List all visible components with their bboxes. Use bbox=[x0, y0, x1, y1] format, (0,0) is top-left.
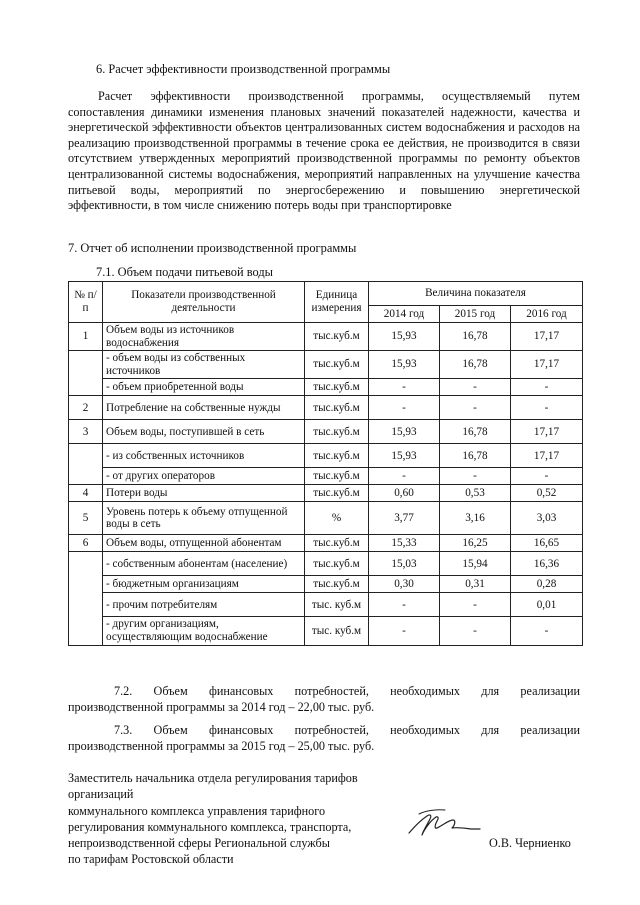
row-indicator: - другим организациям, осуществляющим водоснабжение bbox=[103, 617, 305, 645]
signatory-name: О.В. Черниенко bbox=[489, 836, 571, 850]
row-unit: тыс.куб.м bbox=[305, 420, 369, 444]
row-value-2015: 3,16 bbox=[440, 502, 511, 535]
row-value-2016: - bbox=[511, 379, 583, 396]
row-unit: тыс.куб.м bbox=[305, 552, 369, 576]
row-value-2016: 17,17 bbox=[511, 323, 583, 351]
row-value-2015: - bbox=[440, 593, 511, 617]
table-row bbox=[69, 617, 583, 645]
row-value-2015: - bbox=[440, 379, 511, 396]
row-unit: тыс.куб.м bbox=[305, 323, 369, 351]
row-indicator: - бюджетным организациям bbox=[103, 576, 305, 593]
row-value-2014: 15,93 bbox=[369, 420, 440, 444]
item-7-2-line2: производственной программы за 2014 год – 22,00 тыс. руб. bbox=[68, 700, 375, 714]
handwritten-signature bbox=[405, 806, 485, 842]
row-value-2016: 16,65 bbox=[511, 535, 583, 552]
row-indicator: - объем приобретенной воды bbox=[103, 379, 305, 396]
signature-line: коммунального комплекса управления тарифного bbox=[68, 803, 326, 818]
row-indicator: - объем воды из собственных источников bbox=[103, 351, 305, 379]
header-year: 2014 год bbox=[369, 306, 440, 323]
signature-line: непроизводственной сферы Региональной службы bbox=[68, 836, 330, 851]
row-unit: тыс.куб.м bbox=[305, 351, 369, 379]
row-unit: тыс.куб.м bbox=[305, 535, 369, 552]
row-value-2014: 15,93 bbox=[369, 444, 440, 468]
item-7-3-line1: 7.3. Объем финансовых потребностей, необходимых для реализации bbox=[114, 723, 580, 737]
table-row bbox=[69, 552, 583, 576]
section-7-1-heading: 7.1. Объем подачи питьевой воды bbox=[96, 265, 273, 279]
signature-line: Заместитель начальника отдела регулирования тарифов организаций bbox=[68, 771, 358, 802]
table-row bbox=[69, 502, 583, 535]
row-value-2014: - bbox=[369, 379, 440, 396]
row-indicator: Объем воды, поступившей в сеть bbox=[103, 420, 305, 444]
row-value-2015: - bbox=[440, 468, 511, 485]
table-row bbox=[69, 535, 583, 552]
table-row bbox=[69, 468, 583, 485]
signature-block bbox=[68, 770, 398, 868]
row-value-2014: - bbox=[369, 593, 440, 617]
table-row bbox=[69, 444, 583, 468]
row-indicator: Объем воды, отпущенной абонентам bbox=[103, 535, 305, 552]
row-value-2016: - bbox=[511, 617, 583, 645]
row-value-2015: 16,25 bbox=[440, 535, 511, 552]
table-row bbox=[69, 323, 583, 351]
row-value-2014: 15,03 bbox=[369, 552, 440, 576]
row-value-2014: 15,93 bbox=[369, 351, 440, 379]
row-value-2016: 0,52 bbox=[511, 485, 583, 502]
signature-line: регулирования коммунального комплекса, транспорта, bbox=[68, 819, 352, 834]
table-row bbox=[69, 593, 583, 617]
row-num: 1 bbox=[69, 323, 103, 351]
row-value-2016: 0,28 bbox=[511, 576, 583, 593]
row-value-2015: 16,78 bbox=[440, 444, 511, 468]
item-7-2-line1: 7.2. Объем финансовых потребностей, необходимых для реализации bbox=[114, 684, 580, 698]
row-unit: тыс.куб.м bbox=[305, 396, 369, 420]
header-unit: Единица измерения bbox=[305, 282, 369, 323]
row-indicator: Объем воды из источников водоснабжения bbox=[103, 323, 305, 351]
row-value-2015: 16,78 bbox=[440, 351, 511, 379]
row-value-2016: - bbox=[511, 468, 583, 485]
row-value-2014: 3,77 bbox=[369, 502, 440, 535]
row-value-2015: 16,78 bbox=[440, 323, 511, 351]
row-value-2015: 15,94 bbox=[440, 552, 511, 576]
row-unit: % bbox=[305, 502, 369, 535]
row-value-2014: 0,30 bbox=[369, 576, 440, 593]
row-num: 6 bbox=[69, 535, 103, 552]
row-unit: тыс.куб.м bbox=[305, 576, 369, 593]
water-supply-table bbox=[68, 281, 583, 646]
table-row bbox=[69, 576, 583, 593]
header-year: 2016 год bbox=[511, 306, 583, 323]
row-value-2016: 17,17 bbox=[511, 444, 583, 468]
row-indicator: - из собственных источников bbox=[103, 444, 305, 468]
row-value-2016: 16,36 bbox=[511, 552, 583, 576]
table-row bbox=[69, 351, 583, 379]
row-unit: тыс.куб.м bbox=[305, 444, 369, 468]
row-value-2016: - bbox=[511, 396, 583, 420]
item-7-3-line2: производственной программы за 2015 год – 25,00 тыс. руб. bbox=[68, 739, 375, 753]
row-unit: тыс.куб.м bbox=[305, 485, 369, 502]
header-year: 2015 год bbox=[440, 306, 511, 323]
row-value-2015: 0,31 bbox=[440, 576, 511, 593]
row-num-empty bbox=[69, 351, 103, 396]
header-indicator: Показатели производственной деятельности bbox=[103, 282, 305, 323]
row-unit: тыс. куб.м bbox=[305, 617, 369, 645]
row-num-empty bbox=[69, 444, 103, 485]
row-unit: тыс. куб.м bbox=[305, 593, 369, 617]
row-indicator: - прочим потребителям bbox=[103, 593, 305, 617]
row-num: 4 bbox=[69, 485, 103, 502]
table-row bbox=[69, 485, 583, 502]
row-value-2014: - bbox=[369, 468, 440, 485]
row-value-2016: 3,03 bbox=[511, 502, 583, 535]
row-num: 2 bbox=[69, 396, 103, 420]
row-num: 5 bbox=[69, 502, 103, 535]
row-value-2014: 15,93 bbox=[369, 323, 440, 351]
header-value: Величина показателя bbox=[369, 282, 583, 306]
row-indicator: Уровень потерь к объему отпущенной воды в сеть bbox=[103, 502, 305, 535]
row-value-2014: - bbox=[369, 617, 440, 645]
row-indicator: Потери воды bbox=[103, 485, 305, 502]
row-value-2014: - bbox=[369, 396, 440, 420]
row-indicator: Потребление на собственные нужды bbox=[103, 396, 305, 420]
header-num: № п/п bbox=[69, 282, 103, 323]
row-indicator: - от других операторов bbox=[103, 468, 305, 485]
row-value-2016: 17,17 bbox=[511, 351, 583, 379]
row-num-empty bbox=[69, 552, 103, 645]
table-row bbox=[69, 420, 583, 444]
section-6-heading: 6. Расчет эффективности производственной программы bbox=[96, 62, 391, 76]
row-value-2016: 0,01 bbox=[511, 593, 583, 617]
table-row bbox=[69, 396, 583, 420]
row-num: 3 bbox=[69, 420, 103, 444]
row-value-2015: 16,78 bbox=[440, 420, 511, 444]
table-row bbox=[69, 379, 583, 396]
row-unit: тыс.куб.м bbox=[305, 379, 369, 396]
row-value-2014: 0,60 bbox=[369, 485, 440, 502]
row-value-2014: 15,33 bbox=[369, 535, 440, 552]
signature-line: по тарифам Ростовской области bbox=[68, 852, 234, 867]
section-6-paragraph: Расчет эффективности производственной программы, осуществляемый путем сопоставления динамики изменения плановых значений показателей надежности, качества и энергетической эффективности объектов централизованных систем водоснабжения и расходов на реализацию производственной программы в течение срока ее действия, не производится в связи отсутствием утвержденных мероприятий производственной программы по ремонту объектов централизованной системы водоснабжения, мероприятий направленных на улучшение качества питьевой воды, мероприятий по энергосбережению и повышению энергетической эффективности, в том числе снижению потерь воды при транспортировке bbox=[68, 89, 580, 213]
row-value-2015: - bbox=[440, 396, 511, 420]
row-unit: тыс.куб.м bbox=[305, 468, 369, 485]
row-value-2015: 0,53 bbox=[440, 485, 511, 502]
row-value-2016: 17,17 bbox=[511, 420, 583, 444]
section-7-heading: 7. Отчет об исполнении производственной программы bbox=[68, 241, 357, 255]
row-value-2015: - bbox=[440, 617, 511, 645]
row-indicator: - собственным абонентам (население) bbox=[103, 552, 305, 576]
